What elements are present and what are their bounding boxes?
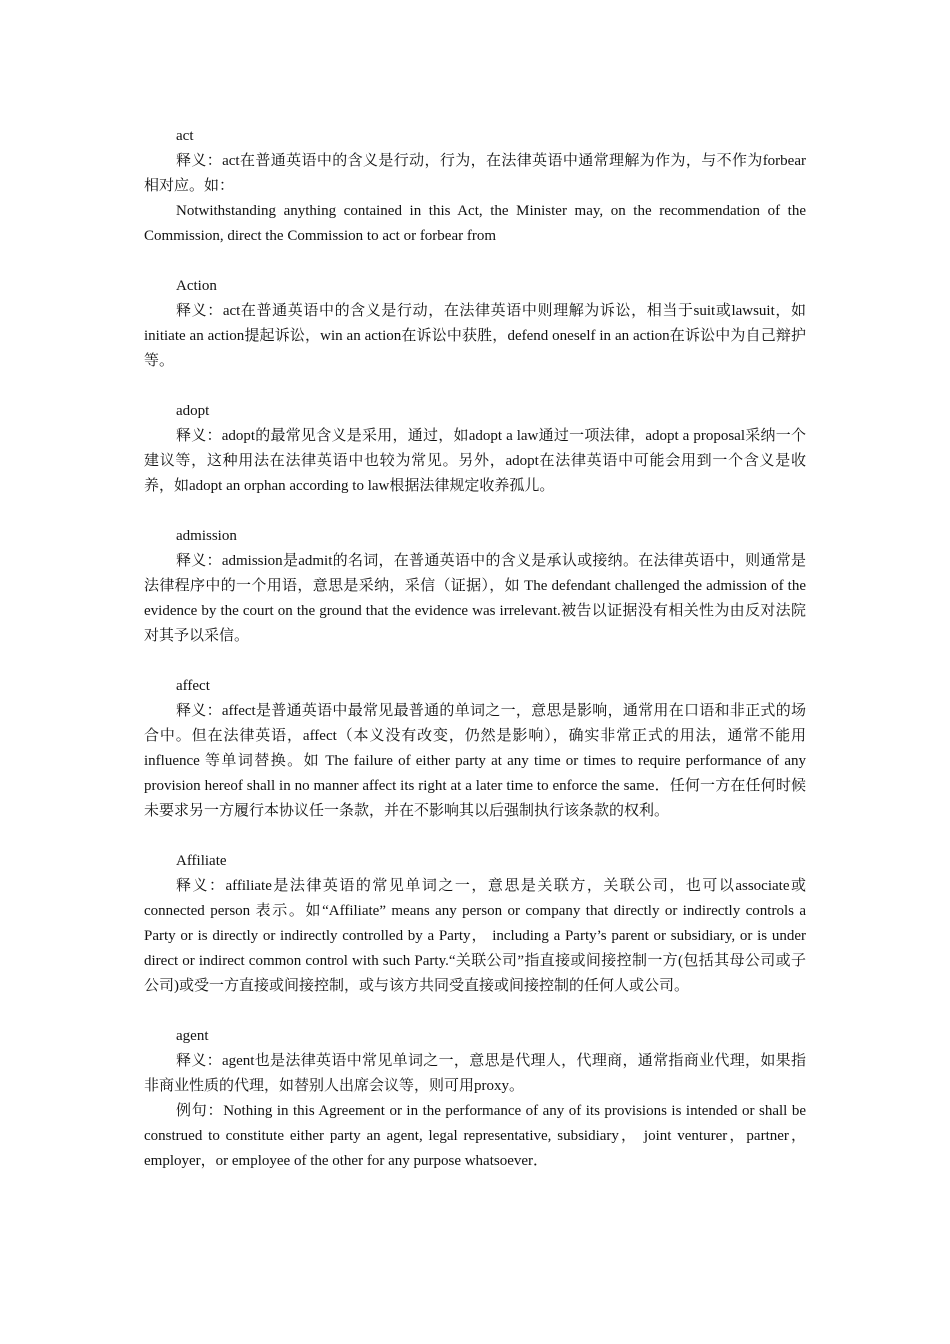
entry-definition: 释义：affiliate是法律英语的常见单词之一，意思是关联方，关联公司，也可以associate或connected person 表示。如“Affiliate” means any person or company that directly or indirectly controls a Party or is directly or indirectly controlled by a Party， including a Party’s parent or subsidiary, or is under direct or indirect common control with such Party.“关联公司”指直接或间接控制一方(包括其母公司或子公司)或受一方直接或间接控制，或与该方共同受直接或间接控制的任何人或公司。 (144, 878, 806, 994)
entry-term: Affiliate (176, 853, 227, 869)
entry-admission (144, 524, 806, 649)
entry-example: Notwithstanding anything contained in this Act, the Minister may, on the recommendation of the Commission, direct the Commission to act or forbear from (144, 203, 806, 244)
entry-definition: 释义：admission是admit的名词，在普通英语中的含义是承认或接纳。在法律英语中，则通常是法律程序中的一个用语，意思是采纳，采信（证据），如 The defendant challenged the admission of the evidence by the court on the ground that the evidence was irrelevant.被告以证据没有相关性为由反对法院对其予以采信。 (144, 553, 806, 644)
entry-agent (144, 1024, 806, 1174)
entry-act (144, 124, 806, 249)
document-page (144, 124, 806, 1199)
entry-term: adopt (176, 403, 210, 419)
entry-adopt (144, 399, 806, 499)
entry-definition: 释义：act在普通英语中的含义是行动，行为，在法律英语中通常理解为作为，与不作为forbear相对应。如： (144, 153, 806, 194)
entry-definition: 释义：agent也是法律英语中常见单词之一，意思是代理人，代理商，通常指商业代理，如果指非商业性质的代理，如替别人出席会议等，则可用proxy。 (144, 1053, 806, 1094)
entry-definition: 释义：adopt的最常见含义是采用，通过，如adopt a law通过一项法律，adopt a proposal采纳一个建议等，这种用法在法律英语中也较为常见。另外，adopt在法律英语中可能会用到一个含义是收养，如adopt an orphan according to law根据法律规定收养孤儿。 (144, 428, 806, 494)
entry-example: 例句：Nothing in this Agreement or in the performance of any of its provisions is intended or shall be construed to constitute either party an agent, legal representative, subsidiary， joint venturer，partner，employer，or employee of the other for any purpose whatsoever． (144, 1103, 806, 1169)
entry-term: Action (176, 278, 217, 294)
entry-term: admission (176, 528, 237, 544)
entry-affect (144, 674, 806, 824)
entry-term: affect (176, 678, 210, 694)
entry-affiliate (144, 849, 806, 999)
entry-action (144, 274, 806, 374)
entry-definition: 释义：act在普通英语中的含义是行动，在法律英语中则理解为诉讼，相当于suit或lawsuit，如initiate an action提起诉讼，win an action在诉讼中获胜，defend oneself in an action在诉讼中为自己辩护等。 (144, 303, 806, 369)
entry-term: act (176, 128, 194, 144)
entry-definition: 释义：affect是普通英语中最常见最普通的单词之一，意思是影响，通常用在口语和非正式的场合中。但在法律英语，affect（本义没有改变，仍然是影响），确实非常正式的用法，通常不能用 influence 等单词替换。如 The failure of either party at any time or times to require performance of any provision hereof shall in no manner affect its right at a later time to enforce the same．任何一方在任何时候未要求另一方履行本协议任一条款，并在不影响其以后强制执行该条款的权利。 (144, 703, 806, 819)
entry-term: agent (176, 1028, 209, 1044)
